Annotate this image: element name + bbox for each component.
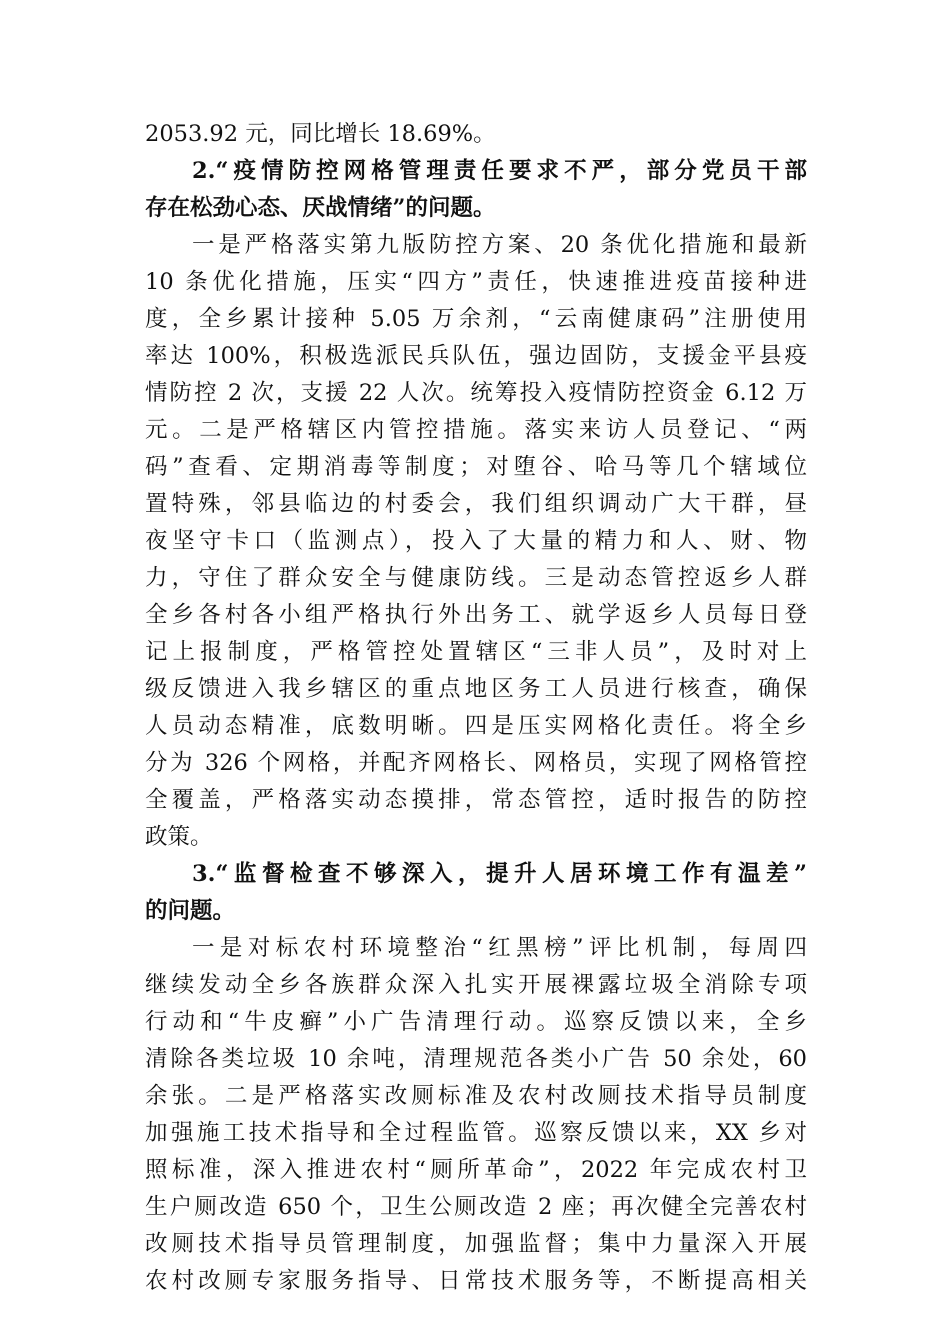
section-heading-line: 2.“疫情防控网格管理责任要求不严，部分党员干部 — [192, 158, 807, 184]
body-text-line: 置特殊，邻县临边的村委会，我们组织调动广大干群，昼 — [145, 491, 807, 517]
body-text-line: 全覆盖，严格落实动态摸排，常态管控，适时报告的防控 — [145, 787, 807, 813]
body-text-line: 农村改厕专家服务指导、日常技术服务等，不断提高相关 — [145, 1268, 807, 1294]
document-page — [145, 116, 807, 1300]
body-text-line: 行动和“牛皮癣”小广告清理行动。巡察反馈以来，全乡 — [145, 1009, 807, 1035]
body-text-line: 加强施工技术指导和全过程监管。巡察反馈以来，XX 乡对 — [145, 1120, 807, 1146]
body-text-line: 一是对标农村环境整治“红黑榜”评比机制，每周四 — [192, 935, 807, 961]
body-text-line: 度，全乡累计接种 5.05 万余剂，“云南健康码”注册使用 — [145, 306, 807, 332]
body-text-line: 一是严格落实第九版防控方案、20 条优化措施和最新 — [192, 232, 807, 258]
body-text-line: 分为 326 个网格，并配齐网格长、网格员，实现了网格管控 — [145, 750, 807, 776]
body-text-line: 元。二是严格辖区内管控措施。落实来访人员登记、“两 — [145, 417, 807, 443]
body-text-line: 级反馈进入我乡辖区的重点地区务工人员进行核查，确保 — [145, 676, 807, 702]
body-text-line: 照标准，深入推进农村“厕所革命”，2022 年完成农村卫 — [145, 1157, 807, 1183]
body-text-line: 码”查看、定期消毒等制度；对堕谷、哈马等几个辖域位 — [145, 454, 807, 480]
body-text-line: 余张。二是严格落实改厕标准及农村改厕技术指导员制度 — [145, 1083, 807, 1109]
body-text-line: 率达 100%，积极选派民兵队伍，强边固防，支援金平县疫 — [145, 343, 807, 369]
section-heading-line: 的问题。 — [145, 898, 236, 924]
body-text-line: 改厕技术指导员管理制度，加强监督；集中力量深入开展 — [145, 1231, 807, 1257]
body-text-line: 10 条优化措施，压实“四方”责任，快速推进疫苗接种进 — [145, 269, 807, 295]
section-heading-line: 3.“监督检查不够深入，提升人居环境工作有温差” — [192, 861, 807, 887]
body-text-line: 全乡各村各小组严格执行外出务工、就学返乡人员每日登 — [145, 602, 807, 628]
body-text-line: 力，守住了群众安全与健康防线。三是动态管控返乡人群 — [145, 565, 807, 591]
body-text-line: 人员动态精准，底数明晰。四是压实网格化责任。将全乡 — [145, 713, 807, 739]
body-text-line: 清除各类垃圾 10 余吨，清理规范各类小广告 50 余处，60 — [145, 1046, 807, 1072]
section-heading-line: 存在松劲心态、厌战情绪”的问题。 — [145, 195, 496, 221]
body-text-line: 夜坚守卡口（监测点），投入了大量的精力和人、财、物 — [145, 528, 807, 554]
body-text-line: 2053.92 元，同比增长 18.69%。 — [145, 121, 496, 147]
body-text-line: 情防控 2 次，支援 22 人次。统筹投入疫情防控资金 6.12 万 — [145, 380, 807, 406]
body-text-line: 记上报制度，严格管控处置辖区“三非人员”，及时对上 — [145, 639, 807, 665]
body-text-line: 继续发动全乡各族群众深入扎实开展裸露垃圾全消除专项 — [145, 972, 807, 998]
body-text-line: 政策。 — [145, 824, 213, 850]
body-text-line: 生户厕改造 650 个，卫生公厕改造 2 座；再次健全完善农村 — [145, 1194, 807, 1220]
